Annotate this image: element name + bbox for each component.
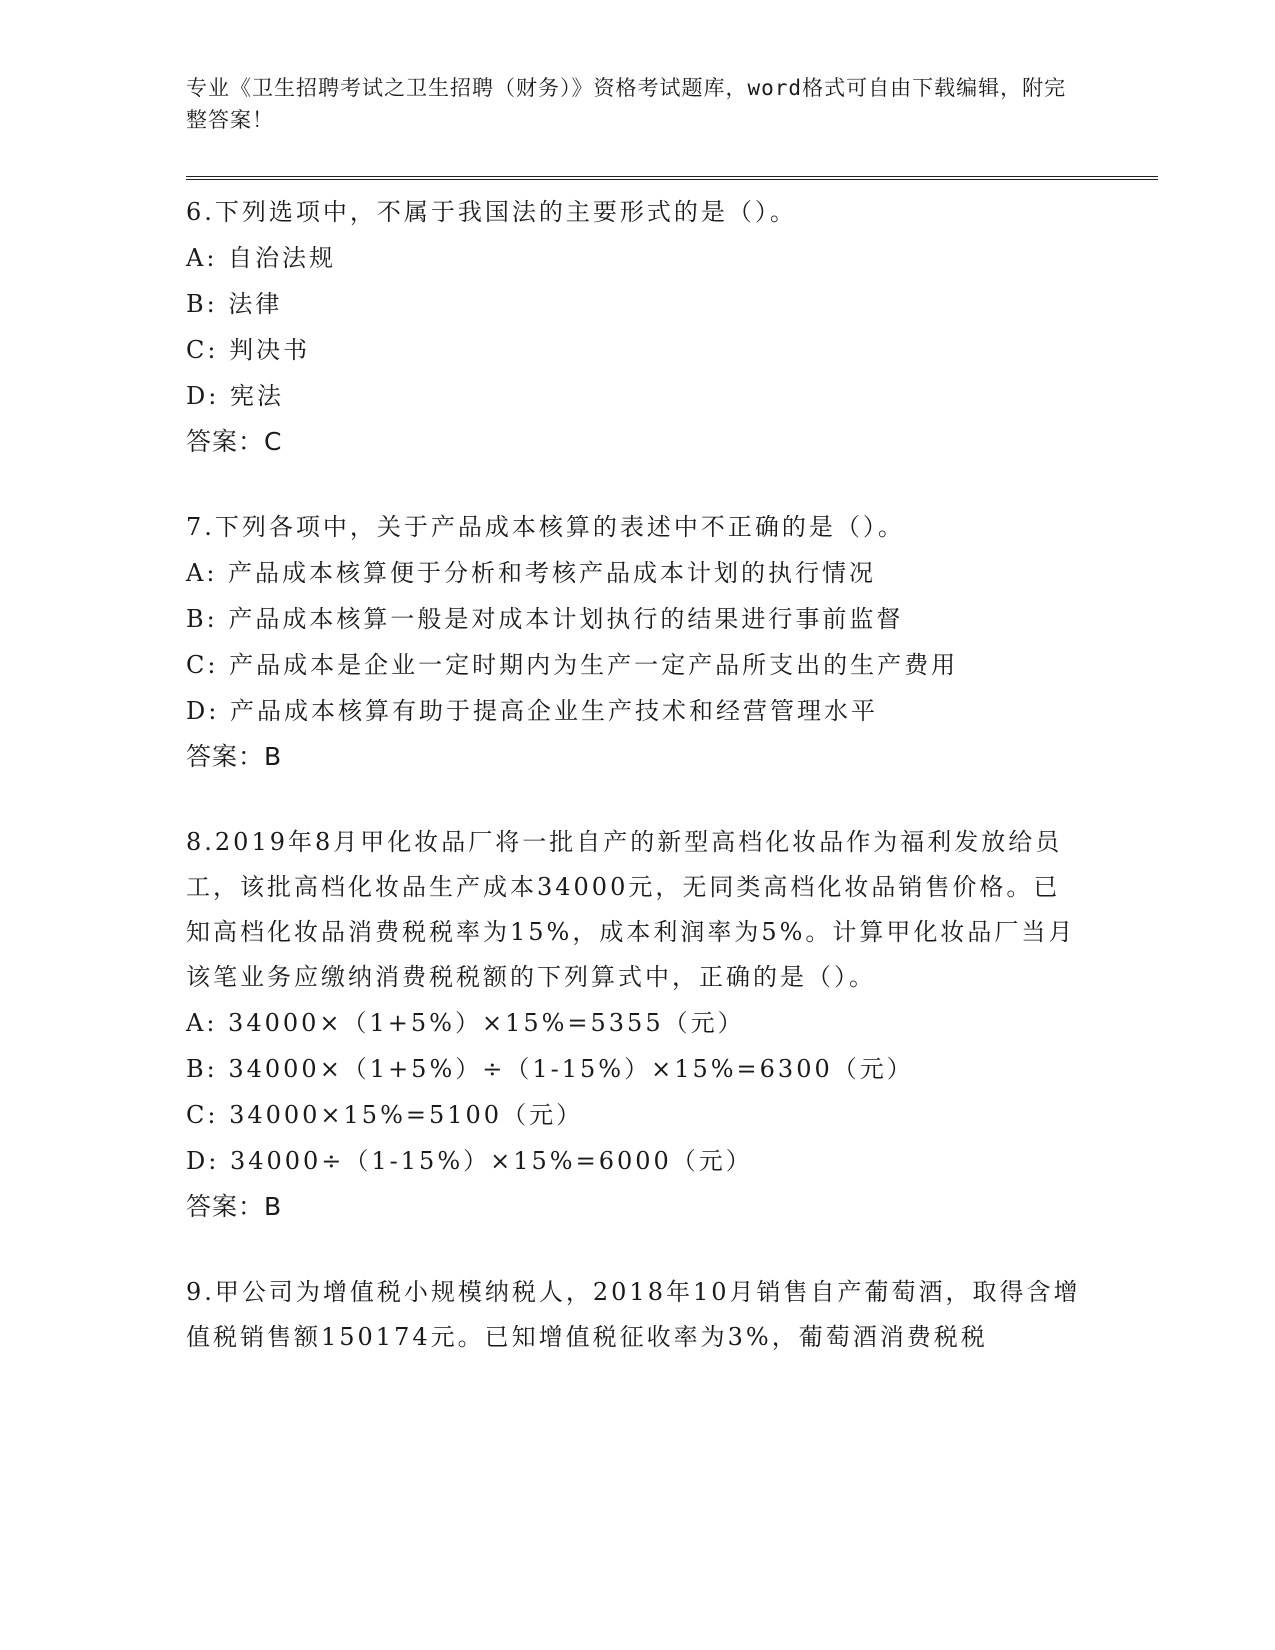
option-b: B: 法律 <box>186 290 283 318</box>
question-7 <box>186 505 1086 780</box>
question-stem: 6.下列选项中，不属于我国法的主要形式的是（）。 <box>186 198 797 226</box>
option-d: D: 34000÷（1-15%）×15%=6000（元） <box>186 1147 753 1175</box>
question-9 <box>186 1270 1086 1360</box>
answer: 答案：B <box>186 742 283 771</box>
option-c: C: 产品成本是企业一定时期内为生产一定产品所支出的生产费用 <box>186 651 959 679</box>
option-d: D: 宪法 <box>186 382 284 410</box>
option-c: C: 34000×15%=5100（元） <box>186 1101 584 1129</box>
option-b: B: 产品成本核算一般是对成本计划执行的结果进行事前监督 <box>186 605 904 633</box>
option-a: A: 自治法规 <box>186 244 337 272</box>
option-d: D: 产品成本核算有助于提高企业生产技术和经营管理水平 <box>186 697 878 725</box>
question-stem: 9.甲公司为增值税小规模纳税人，2018年10月销售自产葡萄酒，取得含增值税销售额150174元。已知增值税征收率为3%，葡萄酒消费税税 <box>186 1278 1081 1351</box>
header-divider <box>186 176 1158 180</box>
option-b: B: 34000×（1+5%）÷（1-15%）×15%=6300（元） <box>186 1055 914 1083</box>
option-c: C: 判决书 <box>186 336 311 364</box>
option-a: A: 34000×（1+5%）×15%=5355（元） <box>186 1009 745 1037</box>
header-text: 专业《卫生招聘考试之卫生招聘（财务）》资格考试题库，word格式可自由下载编辑，附完整答案！ <box>186 76 1067 132</box>
option-a: A: 产品成本核算便于分析和考核产品成本计划的执行情况 <box>186 559 877 587</box>
question-stem: 8.2019年8月甲化妆品厂将一批自产的新型高档化妆品作为福利发放给员工，该批高档化妆品生产成本34000元，无同类高档化妆品销售价格。已知高档化妆品消费税税率为15%，成本利润率为5%。计算甲化妆品厂当月该笔业务应缴纳消费税税额的下列算式中，正确的是（）。 <box>186 828 1076 991</box>
answer: 答案：B <box>186 1192 283 1221</box>
answer: 答案：C <box>186 427 283 456</box>
question-6 <box>186 190 1086 465</box>
document-header <box>186 72 1086 136</box>
question-8 <box>186 820 1086 1230</box>
question-stem: 7.下列各项中，关于产品成本核算的表述中不正确的是（）。 <box>186 513 905 541</box>
question-list <box>186 190 1086 1400</box>
